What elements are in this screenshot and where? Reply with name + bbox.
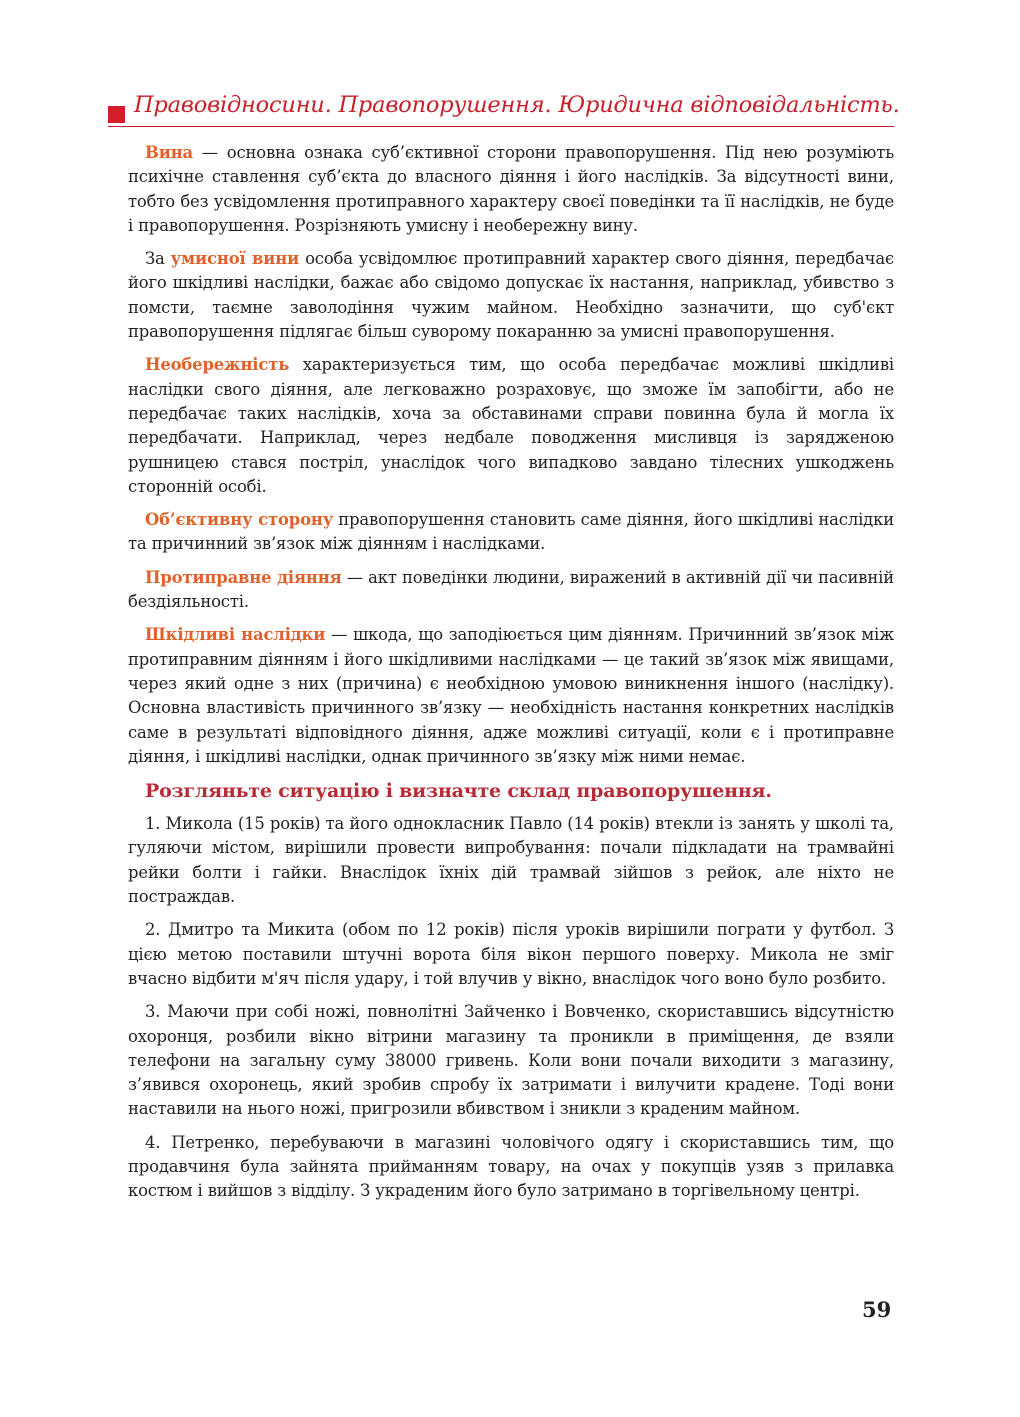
term-objective-side: Об’єктивну сторону [145, 510, 334, 530]
situation-item: 2. Дмитро та Микита (обом по 12 років) після уроків вирішили пограти у футбол. З цією метою поставили штучні ворота біля вікон першого поверху. Микола не зміг вчасно відбити м'яч після удару, і той влучив у вікно, внаслідок чого воно було розбито. [128, 920, 894, 988]
paragraph-text: — акт поведінки людини, виражений в активній дії чи пасивній бездіяльності. [128, 567, 894, 612]
page-header [108, 92, 900, 127]
paragraph-negligence [128, 353, 894, 499]
section-heading: Розгляньте ситуацію і визначте склад правопорушення. [145, 780, 772, 803]
term-intent: умисної вини [170, 249, 300, 269]
paragraph-text: — основна ознака суб’єктивної сторони правопорушення. Під нею розуміють психічне ставлення суб’єкта до власного діяння і його наслідків. За відсутності вини, тобто без усвідомлення протиправного характеру своєї поведінки та її наслідків, не буде і правопорушення. Розрізняють умисну і необережну вину. [128, 143, 894, 235]
header-title: Правовідносини. Правопорушення. Юридична відповідальність. [134, 92, 900, 118]
paragraph-text: — шкода, що заподіюється цим діянням. Причинний зв’язок між протиправним діянням і його шкідливими наслідками — це такий зв’язок між явищами, через який одне з них (причина) є необхідною умовою виникнення іншого (наслідку). Основна властивість причинного зв’язку — необхідність настання конкретних наслідків саме в результаті відповідного діяння, адже можливі ситуації, коли є і протиправне діяння, і шкідливі наслідки, однак причинного зв’язку між ними немає. [128, 625, 894, 766]
paragraph-intent [128, 247, 894, 344]
term-prefix: За [145, 249, 171, 269]
paragraph-harmful-consequences [128, 623, 894, 769]
paragraph-objective-side [128, 508, 894, 557]
situation-item: 1. Микола (15 років) та його однокласник Павло (14 років) втекли із занять у школі та, гуляючи містом, вирішили провести випробування: почали підкладати на трамвайні рейки болти і гайки. Внаслідок їхніх дій трамвай зійшов з рейок, але ніхто не постраждав. [128, 814, 894, 907]
term-guilt: Вина [145, 143, 194, 162]
term-harmful-consequences: Шкідливі наслідки [145, 625, 326, 645]
term-negligence: Необережність [145, 355, 290, 375]
paragraph-guilt [128, 141, 894, 238]
header-marker [108, 106, 125, 123]
paragraph-unlawful-act [128, 566, 894, 615]
situation-item: 4. Петренко, перебуваючи в магазині чоловічого одягу і скориставшись тим, що продавчиня була зайнята прийманням товару, на очах у покупців узяв з прилавка костюм і вийшов з відділу. З украденим його було затримано в торгівельному центрі. [128, 1132, 894, 1201]
term-unlawful-act: Протиправне діяння [145, 567, 342, 587]
paragraph-text: правопорушення становить саме діяння, його шкідливі наслідки та причинний зв’язок між діянням і наслідками. [128, 510, 894, 554]
page-content [128, 141, 894, 1213]
paragraph-text: особа усвідомлює протиправний характер свого діяння, передбачає його шкідливі наслідки, бажає або свідомо допускає їх настання, наприклад, убивство з помсти, таємне заволодіння чужим майном. Необхідно зазначити, що суб'єкт правопорушення підлягає більш суворому покаранню за умисні правопорушення. [128, 249, 894, 342]
paragraph-text: характеризується тим, що особа передбачає можливі шкідливі наслідки свого діяння, але легковажно розраховує, що зможе їм запобігти, або не передбачає таких наслідків, хоча за обставинами справи повинна була й могла їх передбачати. Наприклад, через недбале поводження мисливця із зарядженою рушницею стався постріл, унаслідок чого випадково завдано тілесних ушкоджень сторонній особі. [128, 355, 894, 496]
page-number: 59 [862, 1297, 892, 1322]
situation-item: 3. Маючи при собі ножі, повнолітні Зайченко і Вовченко, скориставшись відсутністю охоронця, розбили вікно вітрини магазину та проникли в приміщення, де взяли телефони на загальну суму 38000 гривень. Коли вони почали виходити з магазину, з’явився охоронець, який зробив спробу їх затримати і вилучити крадене. Тоді вони наставили на нього ножі, пригрозили вбивством і зникли з краденим майном. [128, 1002, 894, 1119]
